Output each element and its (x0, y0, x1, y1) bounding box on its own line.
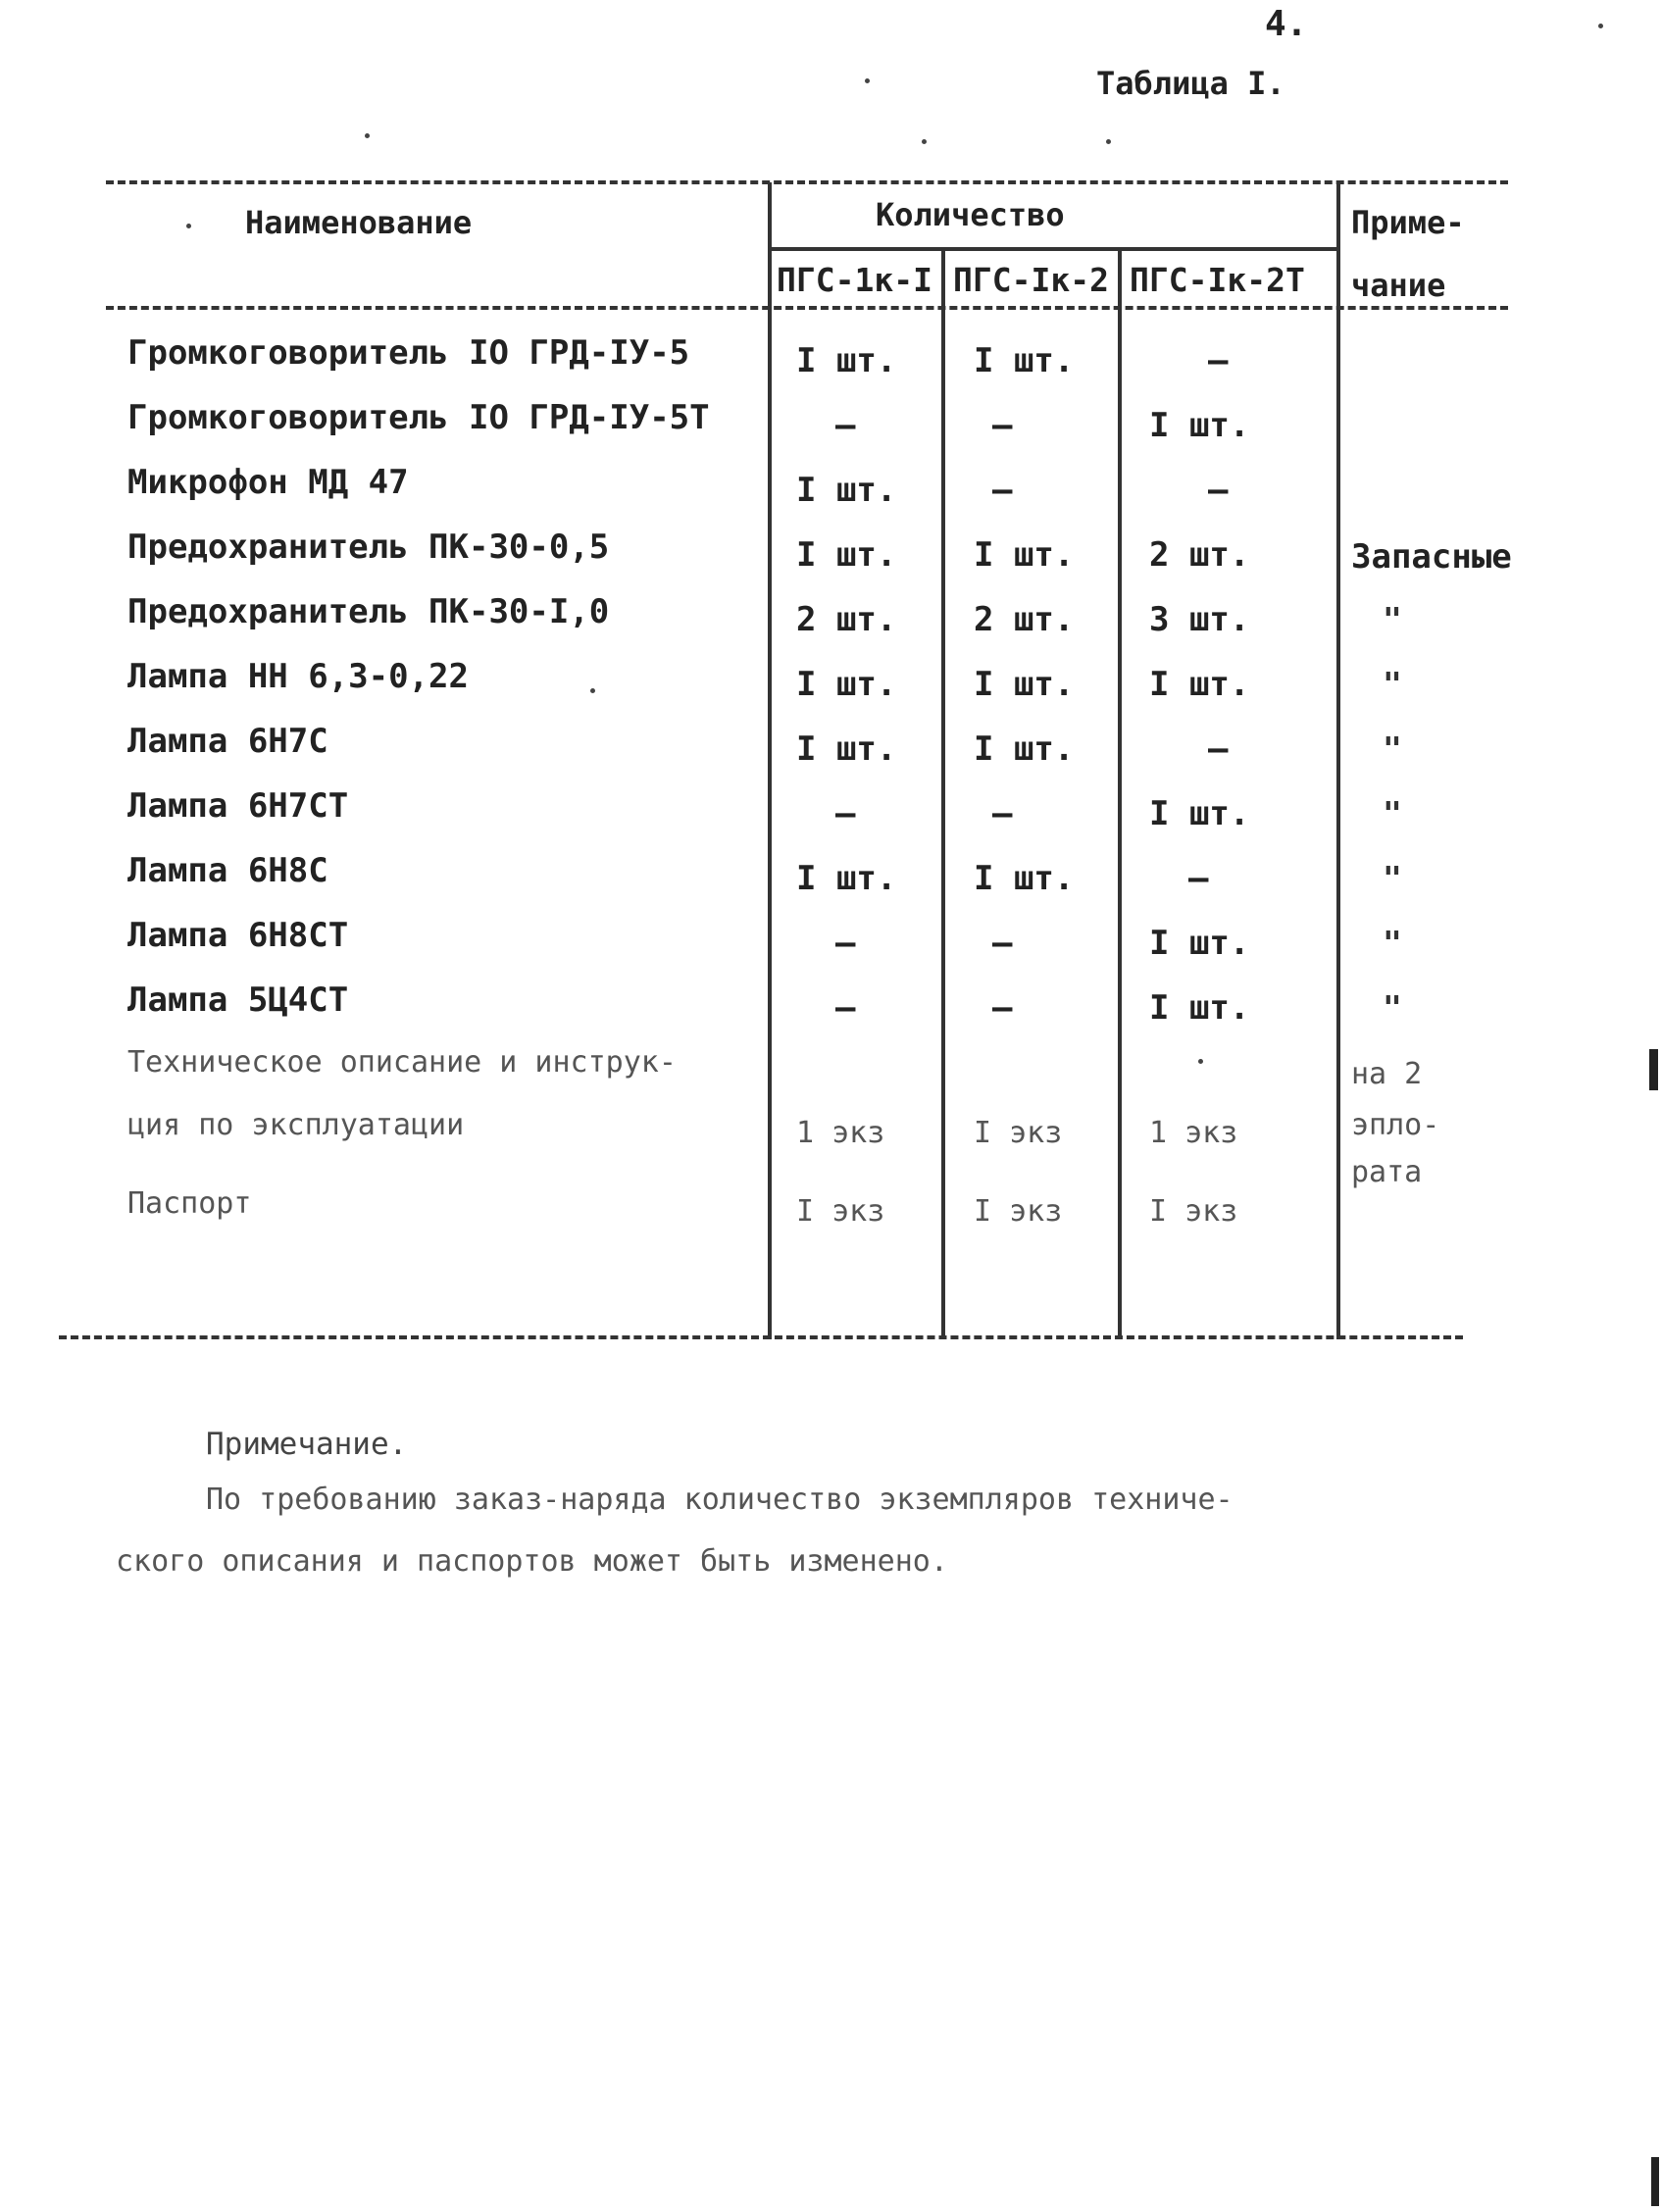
row-name: Микрофон МД 47 (127, 463, 409, 502)
passport-q2: I экз (974, 1194, 1063, 1229)
row-q2: – (992, 471, 1013, 510)
row-q1: – (835, 988, 856, 1028)
header-note-line1: Приме- (1351, 204, 1465, 241)
manual-name-line2: ция по эксплуатации (127, 1108, 465, 1142)
row-name: Громкоговоритель IO ГРД-IУ-5 (127, 333, 690, 373)
row-q2: – (992, 924, 1013, 963)
header-quantity: Количество (876, 196, 1065, 233)
row-q1: I шт. (796, 535, 897, 575)
row-q3: I шт. (1149, 665, 1250, 704)
scan-speck (365, 133, 370, 138)
row-q1: I шт. (796, 859, 897, 898)
row-q1: I шт. (796, 665, 897, 704)
scan-speck (1198, 1059, 1203, 1064)
row-q2: I шт. (974, 859, 1075, 898)
row-q2: 2 шт. (974, 600, 1075, 639)
column-divider-q1 (941, 249, 945, 1339)
row-q1: I шт. (796, 729, 897, 769)
row-q3: I шт. (1149, 924, 1250, 963)
header-column-2: ПГС-Iк-2 (953, 261, 1109, 299)
row-q2: – (992, 988, 1013, 1028)
manual-name-line1: Техническое описание и инструк- (127, 1045, 677, 1080)
row-name: Лампа НН 6,3-0,22 (127, 657, 469, 696)
edge-mark (1651, 2157, 1659, 2206)
row-name: Предохранитель ПК-30-I,0 (127, 592, 610, 631)
note-heading: Примечание. (206, 1427, 408, 1462)
table-caption: Таблица I. (1096, 65, 1285, 102)
column-divider-q2 (1118, 249, 1122, 1339)
manual-q1: 1 экз (796, 1116, 885, 1150)
row-q1: – (835, 406, 856, 445)
page-number: 4. (1265, 4, 1308, 44)
scan-speck (590, 688, 595, 693)
table-bottom-rule (59, 1335, 1463, 1339)
scan-speck (186, 224, 191, 228)
row-q1: 2 шт. (796, 600, 897, 639)
row-note: " (1383, 924, 1402, 962)
manual-q2: I экз (974, 1116, 1063, 1150)
row-note: " (1383, 729, 1402, 768)
row-q2: I шт. (974, 729, 1075, 769)
row-q1: I шт. (796, 341, 897, 380)
row-q1: I шт. (796, 471, 897, 510)
row-name: Лампа 6Н7СТ (127, 786, 349, 826)
row-note: " (1383, 859, 1402, 897)
passport-name: Паспорт (127, 1186, 252, 1221)
row-q3: 3 шт. (1149, 600, 1250, 639)
row-q3: I шт. (1149, 794, 1250, 833)
scan-speck (922, 139, 927, 144)
row-note: Запасные (1351, 537, 1512, 577)
manual-note-line1: на 2 (1351, 1057, 1423, 1091)
row-q2: – (992, 794, 1013, 833)
note-line-2: ского описания и паспортов может быть изменено. (116, 1544, 948, 1579)
passport-q3: I экз (1149, 1194, 1238, 1229)
row-q3: 2 шт. (1149, 535, 1250, 575)
row-name: Лампа 6Н7С (127, 722, 328, 761)
header-name: Наименование (245, 204, 473, 241)
row-q3: – (1188, 859, 1209, 898)
edge-mark (1649, 1049, 1658, 1090)
row-name: Громкоговоритель IO ГРД-IУ-5Т (127, 398, 710, 437)
scan-speck (1106, 139, 1111, 144)
row-q2: I шт. (974, 535, 1075, 575)
row-name: Предохранитель ПК-30-0,5 (127, 528, 610, 567)
row-name: Лампа 5Ц4СТ (127, 980, 349, 1020)
row-q1: – (835, 924, 856, 963)
row-q3: I шт. (1149, 406, 1250, 445)
row-q1: – (835, 794, 856, 833)
manual-note-line3: рата (1351, 1155, 1423, 1189)
row-q3: – (1208, 729, 1229, 769)
row-note: " (1383, 665, 1402, 703)
table-top-rule (106, 180, 1508, 184)
header-bottom-rule (106, 306, 1508, 310)
header-column-3: ПГС-Iк-2Т (1130, 261, 1305, 299)
header-column-1: ПГС-1к-I (777, 261, 932, 299)
row-q3: I шт. (1149, 988, 1250, 1028)
note-line-1: По требованию заказ-наряда количество экземпляров техниче- (206, 1483, 1234, 1517)
manual-note-line2: эпло- (1351, 1108, 1440, 1142)
row-name: Лампа 6Н8С (127, 851, 328, 890)
row-q2: – (992, 406, 1013, 445)
row-note: " (1383, 600, 1402, 638)
row-q3: – (1208, 341, 1229, 380)
scan-speck (865, 78, 870, 83)
row-q2: I шт. (974, 665, 1075, 704)
row-name: Лампа 6Н8СТ (127, 916, 349, 955)
manual-q3: 1 экз (1149, 1116, 1238, 1150)
scan-speck (1598, 24, 1603, 28)
header-note-line2: чание (1351, 267, 1446, 304)
column-divider-q3 (1336, 182, 1340, 1339)
row-q3: – (1208, 471, 1229, 510)
column-divider-name (768, 182, 772, 1339)
passport-q1: I экз (796, 1194, 885, 1229)
row-note: " (1383, 988, 1402, 1027)
row-note: " (1383, 794, 1402, 832)
row-q2: I шт. (974, 341, 1075, 380)
quantity-subheader-rule (770, 247, 1338, 251)
